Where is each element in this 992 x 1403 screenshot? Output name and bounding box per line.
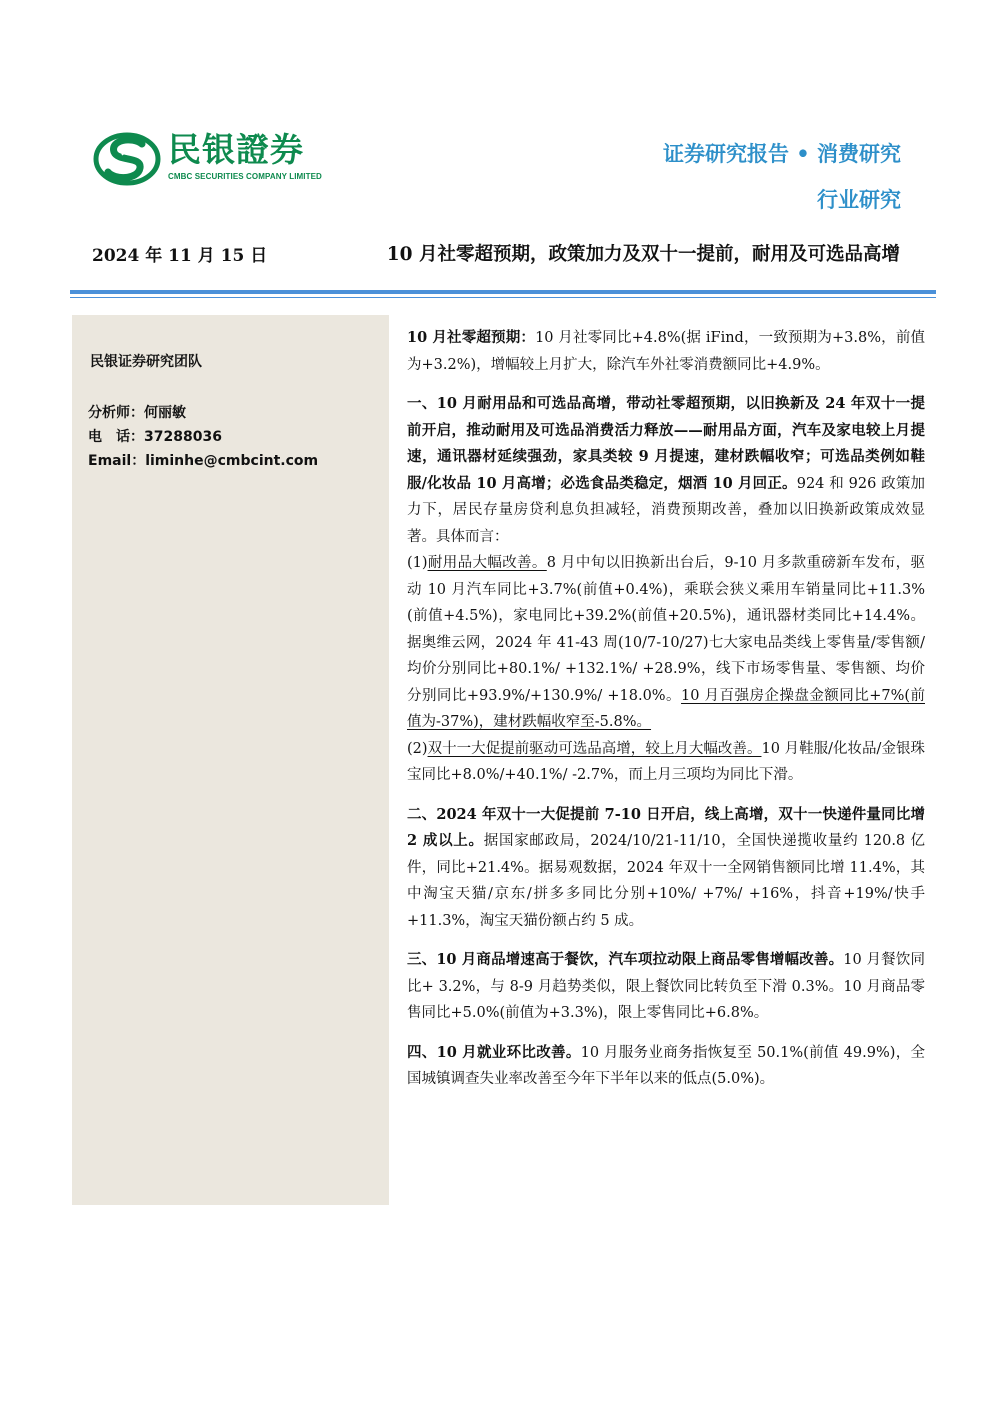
logo-english-name: CMBC SECURITIES COMPANY LIMITED (168, 172, 322, 181)
research-team: 民银证券研究团队 (90, 354, 202, 370)
summary-paragraph (407, 325, 925, 378)
point-2-text: 10 月鞋服/化妆品/金银珠宝同比+8.0%/+40.1%/ -2.7%，而上月三项均为同比下滑。 (407, 740, 925, 783)
point-1-tail: 10 月百强房企操盘金额同比+7%(前值为-37%)，建材跌幅收窄至-5.8%。 (407, 687, 925, 730)
analyst-contact (88, 401, 318, 473)
report-date: 2024 年 11 月 15 日 (92, 246, 268, 266)
section-1-intro: 924 和 926 政策加力下，居民存量房贷利息负担减轻，消费预期改善，叠加以旧换新政策成效显著。具体而言： (407, 475, 925, 545)
point-1-heading: 耐用品大幅改善。 (427, 555, 547, 571)
summary-text: 10 月社零同比+4.8%(据 iFind，一致预期为+3.8%，前值为+3.2%)，增幅较上月扩大，除汽车外社零消费额同比+4.9%。 (407, 330, 925, 373)
section-1-heading: 一、10 月耐用品和可选品高增，带动社零超预期，以旧换新及 24 年双十一提前开启，推动耐用及可选品消费活力释放——耐用品方面，汽车及家电较上月提速，通讯器材延续强劲，家具类较 9 月提速，建材跌幅收窄；可选品类例如鞋服/化妆品 10 月高增；必选食品类稳定，烟酒 10 月回正。 (407, 395, 925, 492)
report-type: 证券研究报告 • 消费研究 (662, 141, 901, 166)
section-4-text: 10 月服务业商务指恢复至 50.1%(前值 49.9%)，全国城镇调查失业率改善至今年下半年以来的低点(5.0%)。 (407, 1044, 926, 1087)
section-3 (407, 947, 925, 1027)
report-category: 行业研究 (817, 187, 901, 212)
report-title: 10 月社零超预期，政策加力及双十一提前，耐用及可选品高增 (386, 244, 900, 265)
company-logo (92, 128, 352, 192)
section-1 (407, 391, 925, 789)
section-3-heading: 三、10 月商品增速高于餐饮，汽车项拉动限上商品零售增幅改善。 (407, 951, 844, 968)
logo-chinese-name: 民银證券 (168, 130, 304, 169)
section-2-heading: 二、2024 年双十一大促提前 7-10 日开启，线上高增，双十一快递件量同比增 2 成以上。 (407, 805, 925, 849)
summary-lead: 10 月社零超预期： (407, 329, 536, 346)
analyst-email[interactable]: Email：liminhe@cmbcint.com (88, 453, 319, 469)
analyst-sidebar (72, 315, 389, 1205)
section-4-heading: 四、10 月就业环比改善。 (407, 1043, 581, 1061)
point-1-text: 8 月中旬以旧换新出台后，9-10 月多款重磅新车发布，驱动 10 月汽车同比+3.7%(前值+0.4%)，乘联会狭义乘用车销量同比+11.3%(前值+4.5%)，家电同比+39.2%(前值+20.5%)，通讯器材类同比+14.4%。据奥维云网，2024 年 41-43 周(10/7-10/27)七大家电品类线上零售量/零售额/均价分别同比+80.1%/ +132.1%/ +28.9%，线下市场零售量、零售额、均价分别同比+93.9%/+130.9%/ +18.0%。 (407, 555, 925, 704)
analyst-name: 分析师：何丽敏 (88, 405, 186, 421)
point-1-number: (1) (407, 555, 428, 571)
point-2-heading: 双十一大促提前驱动可选品高增，较上月大幅改善。 (427, 740, 762, 757)
section-2-text: 据国家邮政局，2024/10/21-11/10，全国快递揽收量约 120.8 亿件，同比+21.4%。据易观数据，2024 年双十一全网销售额同比增 11.4%，其中淘宝天猫/京东/拼多多同比分别+10%/ +7%/ +16%，抖音+19%/快手+11.3%，淘宝天猫份额占约 5 成。 (407, 833, 925, 929)
section-2 (407, 802, 925, 935)
header-divider-thin (70, 297, 936, 298)
header-divider-thick (70, 290, 936, 294)
section-3-text: 10 月餐饮同比+ 3.2%，与 8-9 月趋势类似，限上餐饮同比转负至下滑 0.3%。10 月商品零售同比+5.0%(前值为+3.3%)，限上零售同比+6.8%。 (407, 952, 926, 1021)
cmbc-logo-icon (92, 130, 162, 188)
analyst-phone: 电 话：37288036 (88, 429, 222, 445)
point-2-number: (2) (407, 740, 428, 757)
section-4 (407, 1040, 925, 1093)
report-body (407, 325, 925, 1106)
